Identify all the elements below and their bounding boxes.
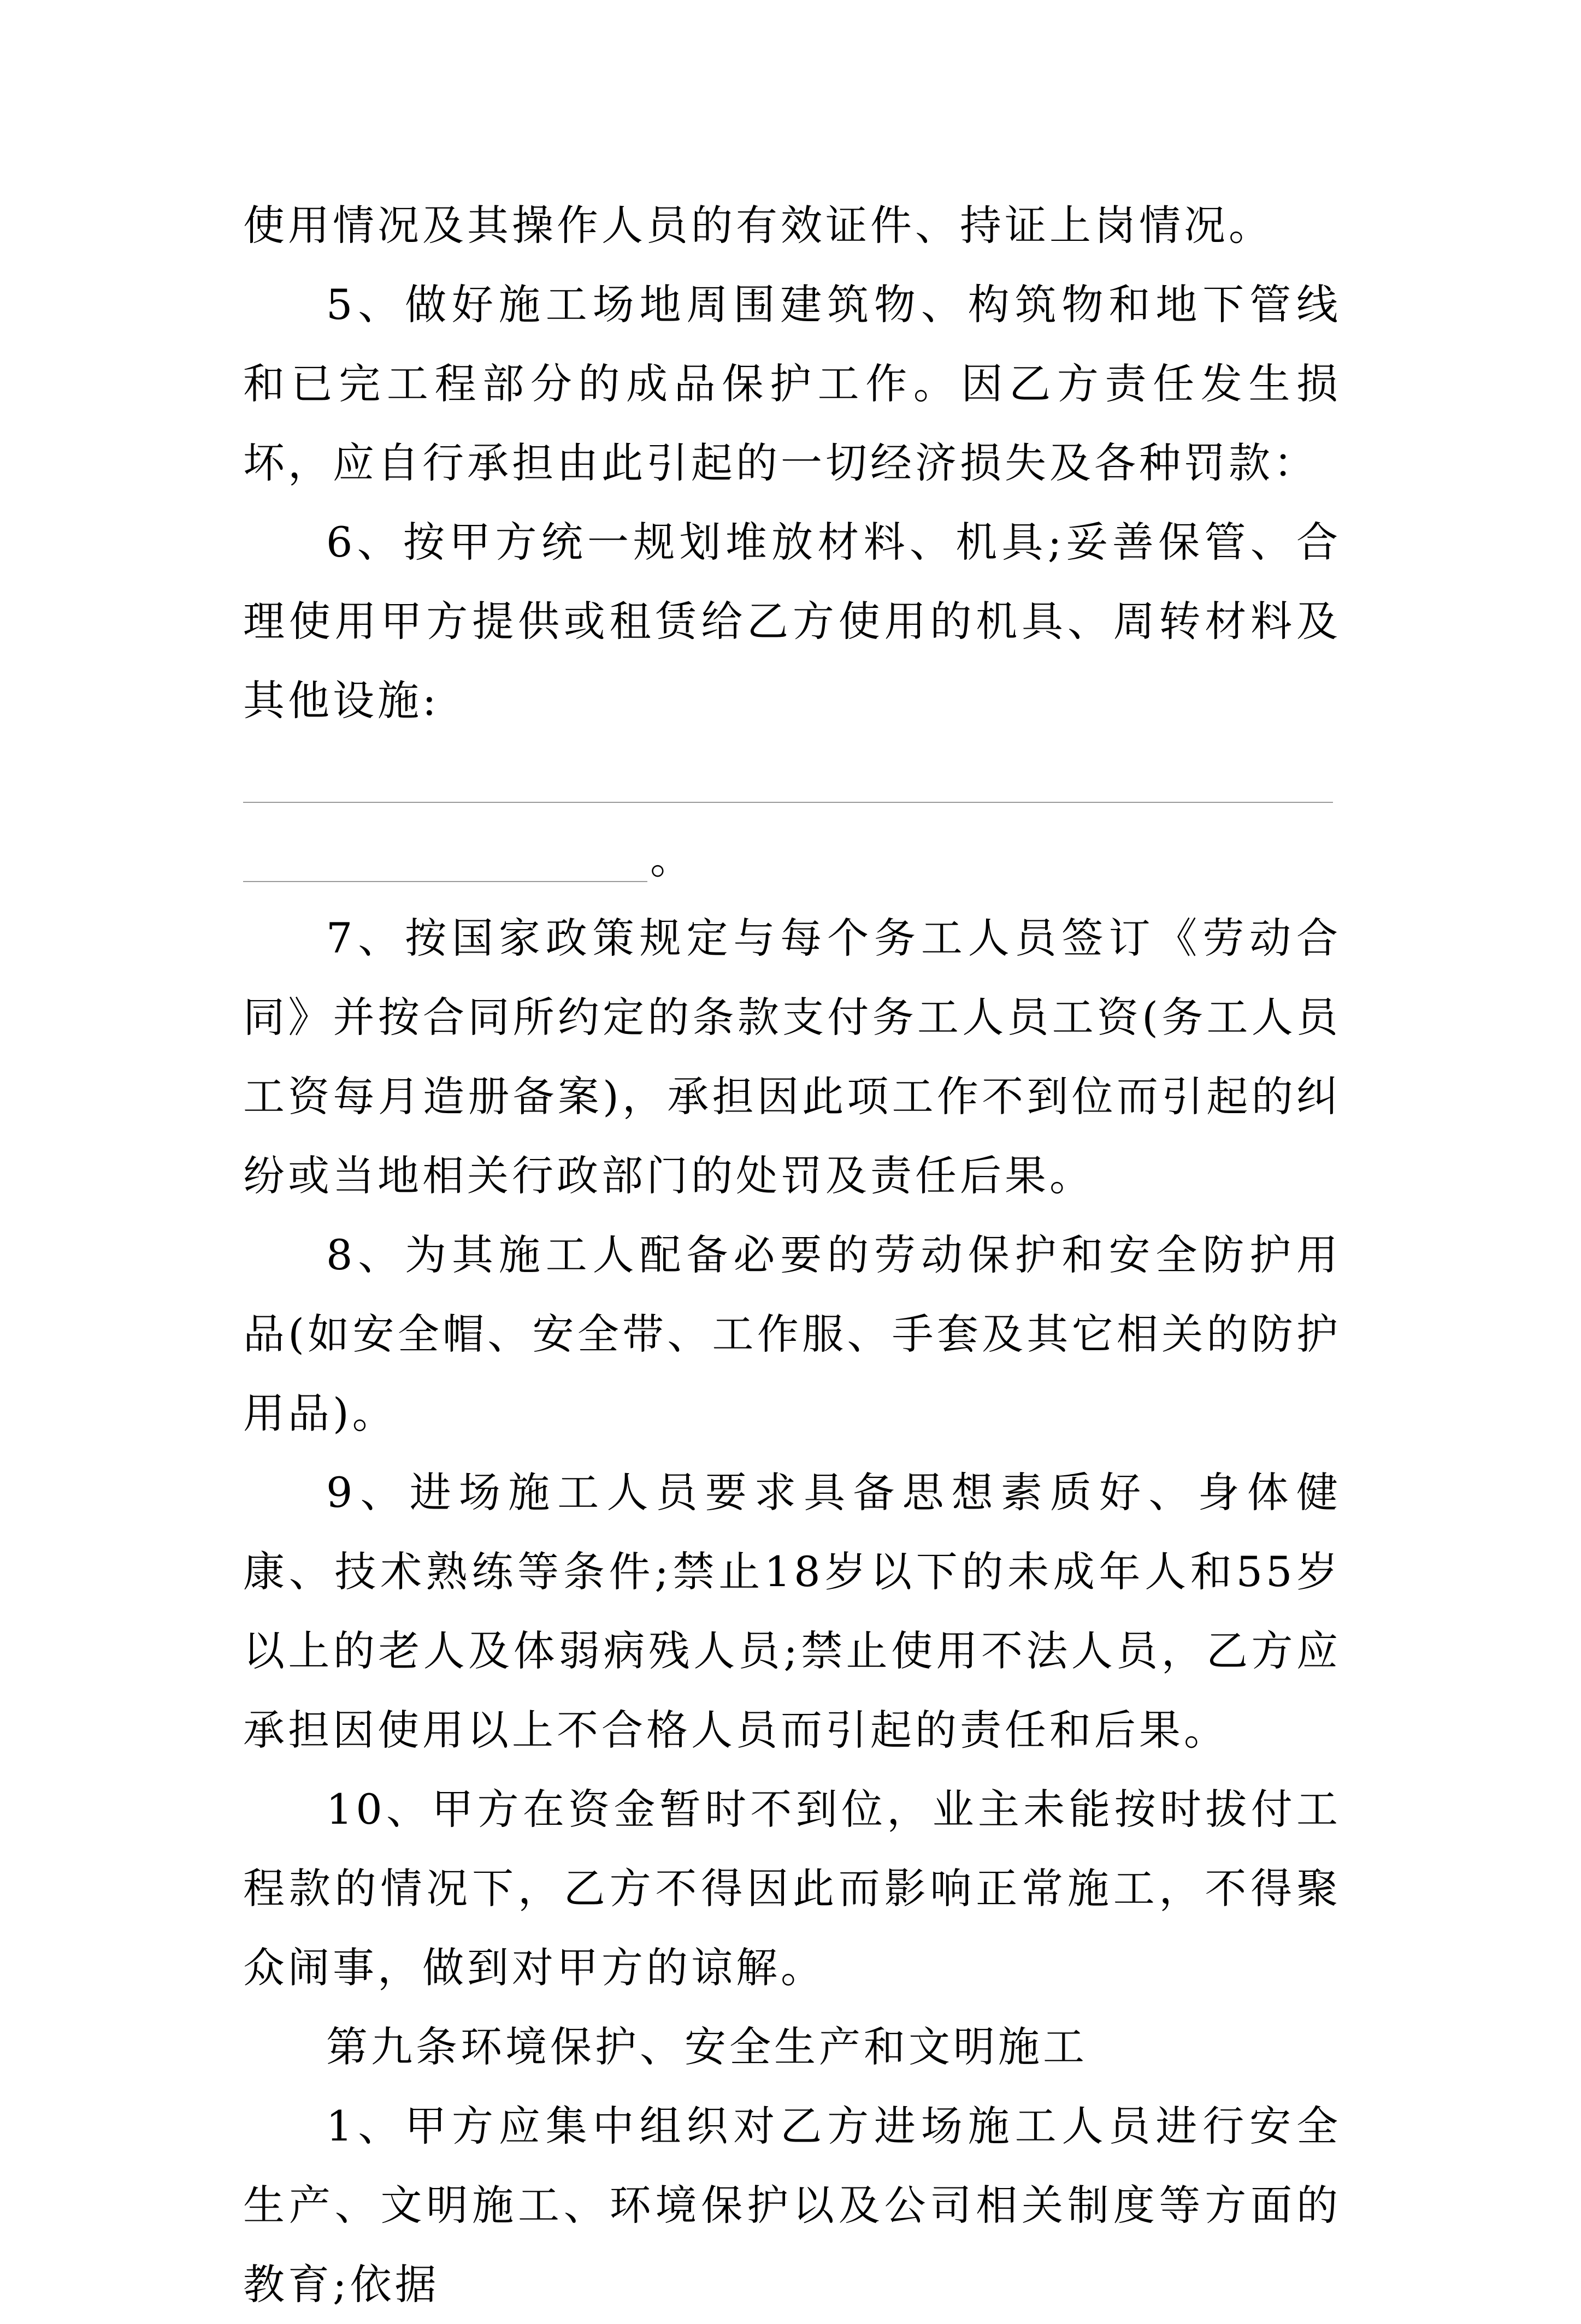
paragraph-item-10: 10、甲方在资金暂时不到位，业主未能按时拔付工程款的情况下，乙方不得因此而影响正常施工，不得聚众闹事，做到对甲方的谅解。 xyxy=(243,1785,1341,1992)
paragraph-continuation: 使用情况及其操作人员的有效证件、持证上岗情况。 xyxy=(243,201,1273,250)
underline-rule xyxy=(243,802,1333,803)
section-heading: 第九条环境保护、安全生产和文明施工 xyxy=(326,2023,1088,2071)
fill-in-blank-line-1 xyxy=(243,740,1341,819)
document-body xyxy=(243,186,1341,2324)
paragraph-item-5: 5、做好施工场地周围建筑物、构筑物和地下管线和已完工程部分的成品保护工作。因乙方责任发生损坏，应自行承担由此引起的一切经济损失及各种罚款： xyxy=(243,280,1341,487)
paragraph-item-9: 9、进场施工人员要求具备思想素质好、身体健康、技术熟练等条件;禁止18岁以下的未成年人和55岁以上的老人及体弱病残人员;禁止使用不法人员，乙方应承担因使用以上不合格人员而引起的责任和后果。 xyxy=(243,1468,1341,1754)
paragraph-item-1: 1、甲方应集中组织对乙方进场施工人员进行安全生产、文明施工、环境保护以及公司相关制度等方面的教育;依据 xyxy=(243,2102,1341,2309)
paragraph-item-8: 8、为其施工人配备必要的劳动保护和安全防护用品(如安全帽、安全带、工作服、手套及其它相关的防护用品)。 xyxy=(243,1231,1341,1438)
underline-rule xyxy=(243,881,647,882)
blank-line-end-mark: 。 xyxy=(650,835,695,883)
fill-in-blank-line-2 xyxy=(243,819,1341,898)
paragraph-item-6: 6、按甲方统一规划堆放材料、机具;妥善保管、合理使用甲方提供或租赁给乙方使用的机具、周转材料及其他设施: xyxy=(243,518,1341,725)
paragraph-item-7: 7、按国家政策规定与每个务工人员签订《劳动合同》并按合同所约定的条款支付务工人员工资(务工人员工资每月造册备案)，承担因此项工作不到位而引起的纠纷或当地相关行政部门的处罚及责任后果。 xyxy=(243,914,1341,1200)
